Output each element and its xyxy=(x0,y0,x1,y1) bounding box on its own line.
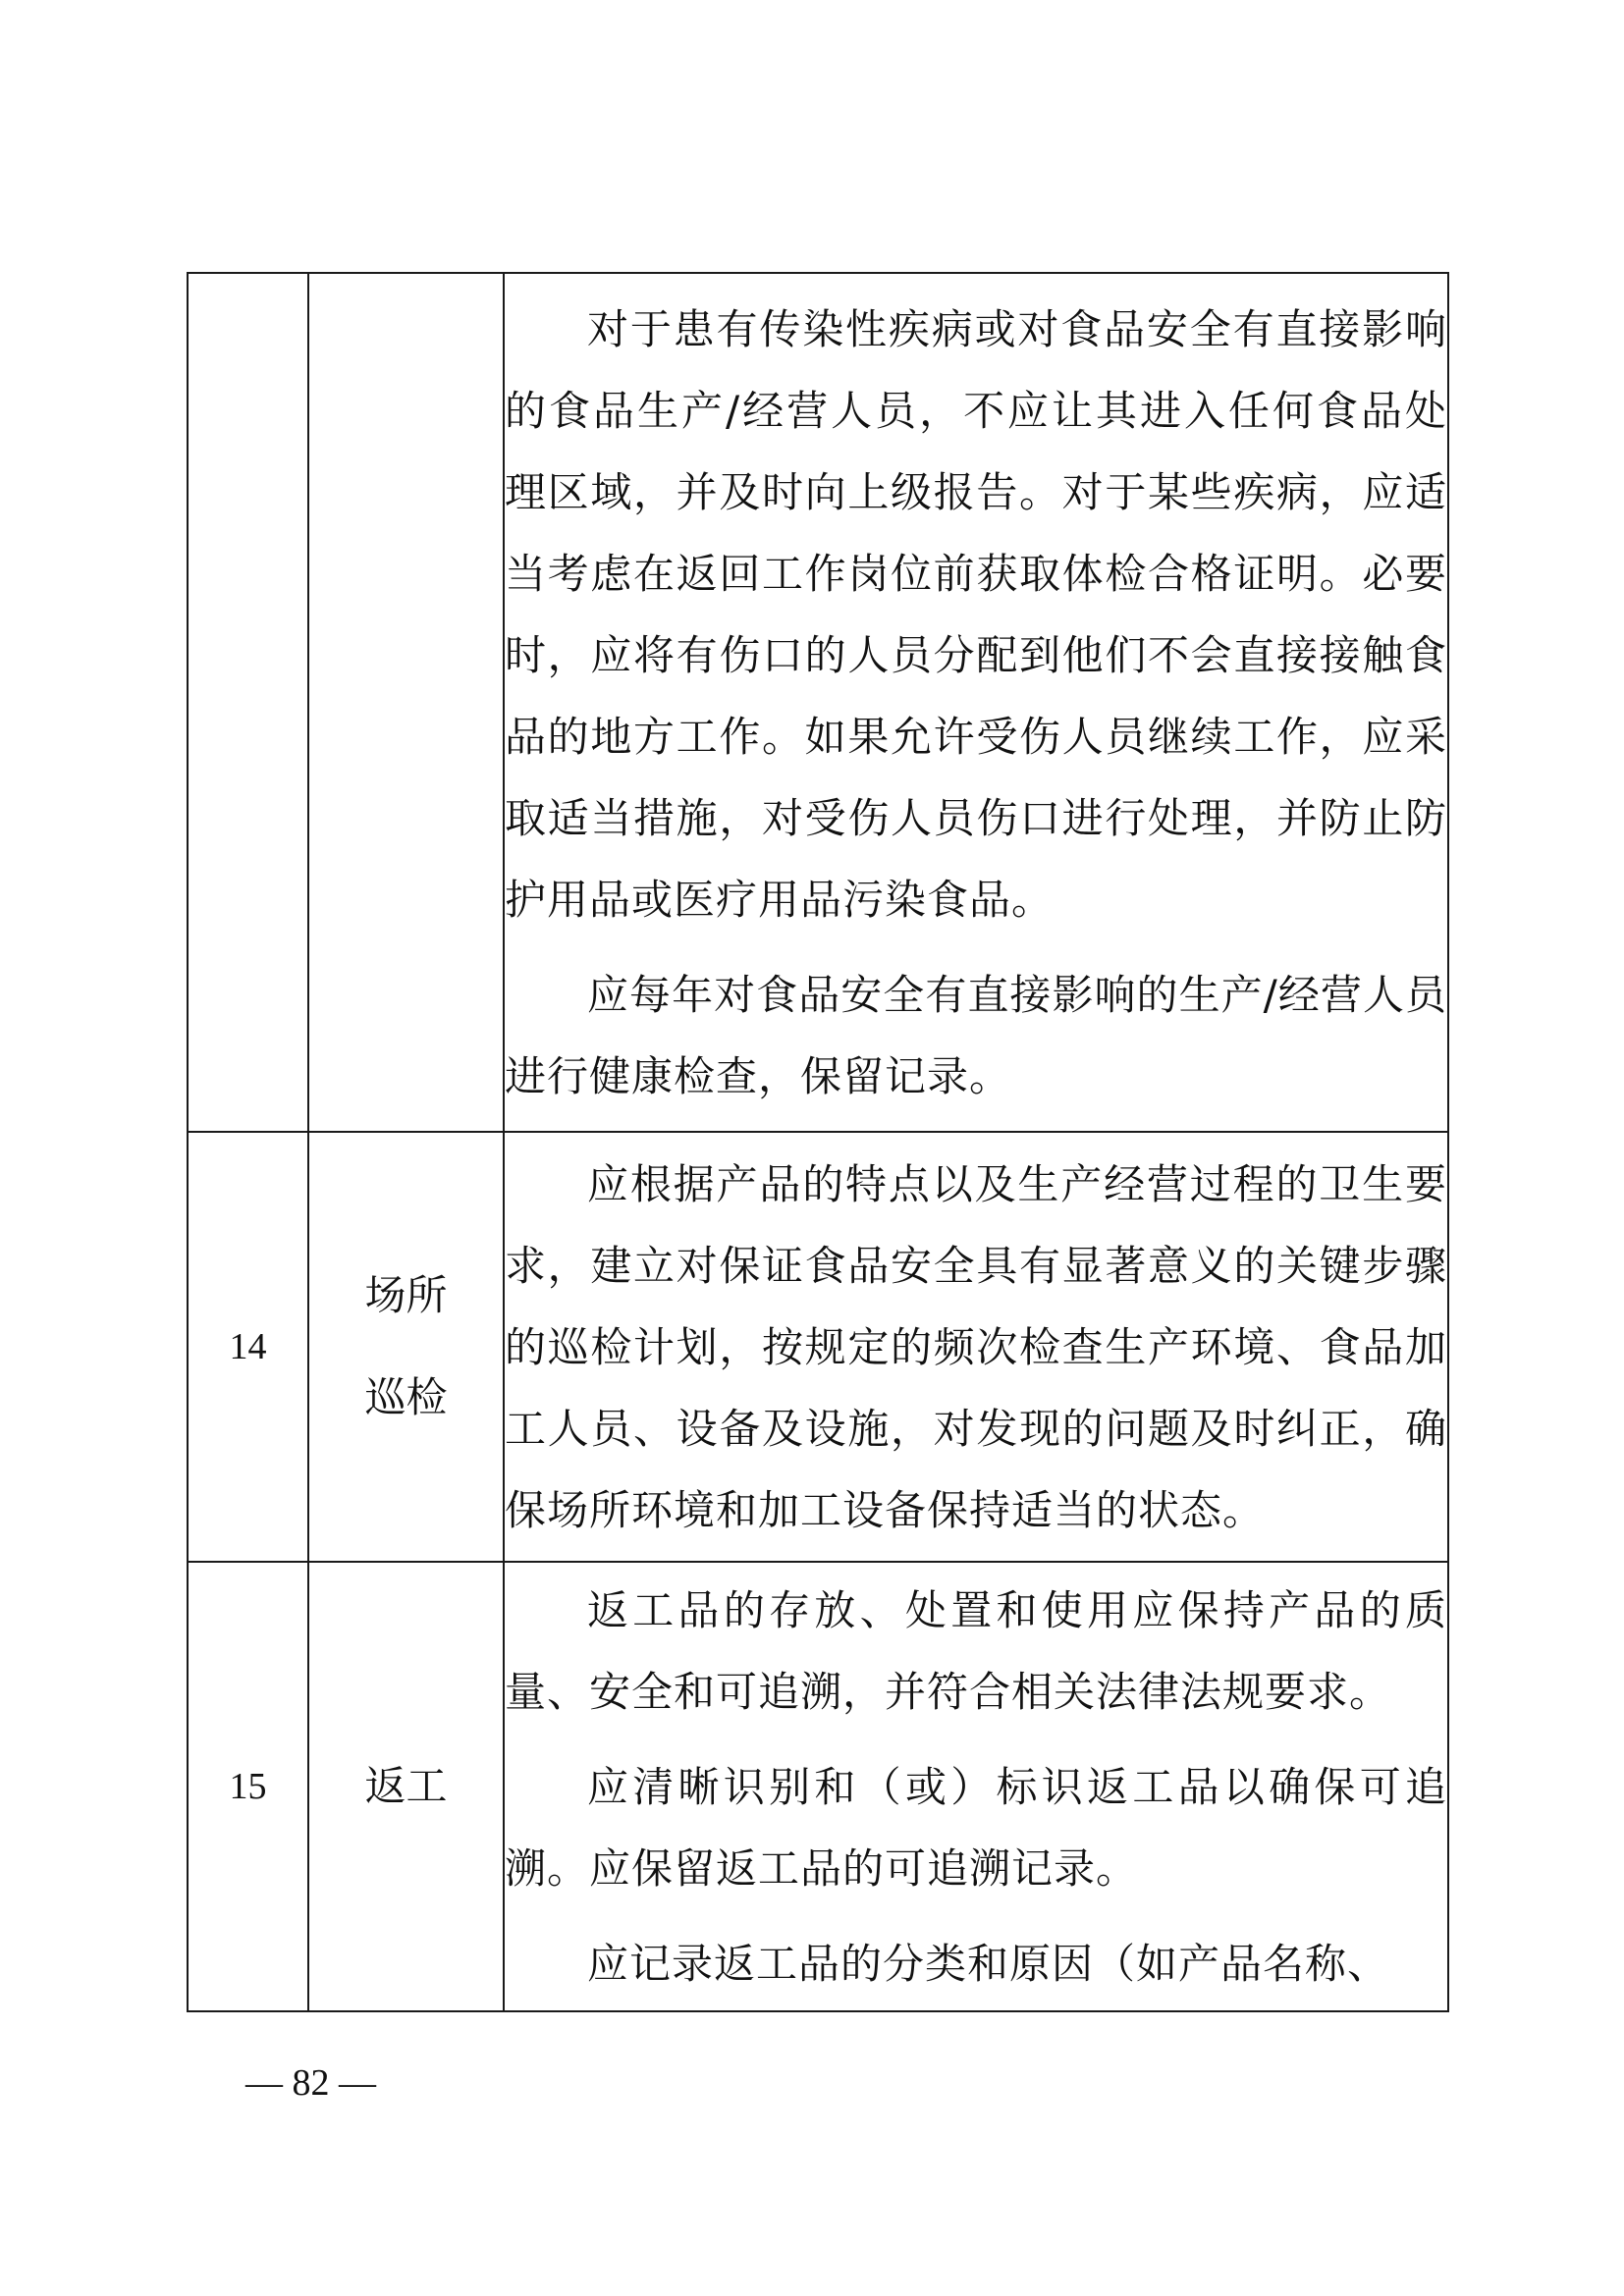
requirements-table xyxy=(187,272,1449,2012)
content-paragraph: 对于患有传染性疾病或对食品安全有直接影响的食品生产/经营人员，不应让其进入任何食品处理区域，并及时向上级报告。对于某些疾病，应适当考虑在返回工作岗位前获取体检合格证明。必要时，应将有伤口的人员分配到他们不会直接接触食品的地方工作。如果允许受伤人员继续工作，应采取适当措施，对受伤人员伤口进行处理，并防止防护用品或医疗用品污染食品。 xyxy=(505,304,1447,924)
topic-line: 返工 xyxy=(364,1762,448,1810)
topic-line: 巡检 xyxy=(364,1373,448,1421)
row-number: 14 xyxy=(188,1132,308,1562)
content-paragraph: 应清晰识别和（或）标识返工品以确保可追溯。应保留返工品的可追溯记录。 xyxy=(505,1762,1447,1893)
row-topic xyxy=(308,1132,504,1562)
table-row xyxy=(188,1562,1448,2011)
page-number: — 82 — xyxy=(245,2062,376,2104)
row-number: 15 xyxy=(188,1562,308,2011)
row-topic xyxy=(308,1562,504,2011)
table-row xyxy=(188,1132,1448,1562)
content-paragraph: 应每年对食品安全有直接影响的生产/经营人员进行健康检查，保留记录。 xyxy=(505,970,1447,1100)
row-content xyxy=(504,1132,1448,1562)
topic-line: 场所 xyxy=(364,1271,448,1319)
row-content xyxy=(504,273,1448,1132)
row-topic xyxy=(308,273,504,1132)
content-paragraph: 应记录返工品的分类和原因（如产品名称、 xyxy=(587,1939,1390,1988)
table-row xyxy=(188,273,1448,1132)
content-paragraph: 应根据产品的特点以及生产经营过程的卫生要求，建立对保证食品安全具有显著意义的关键步骤的巡检计划，按规定的频次检查生产环境、食品加工人员、设备及设施，对发现的问题及时纠正，确保场所环境和加工设备保持适当的状态。 xyxy=(505,1159,1447,1534)
row-number xyxy=(188,273,308,1132)
row-content xyxy=(504,1562,1448,2011)
content-paragraph: 返工品的存放、处置和使用应保持产品的质量、安全和可追溯，并符合相关法律法规要求。 xyxy=(505,1585,1447,1716)
